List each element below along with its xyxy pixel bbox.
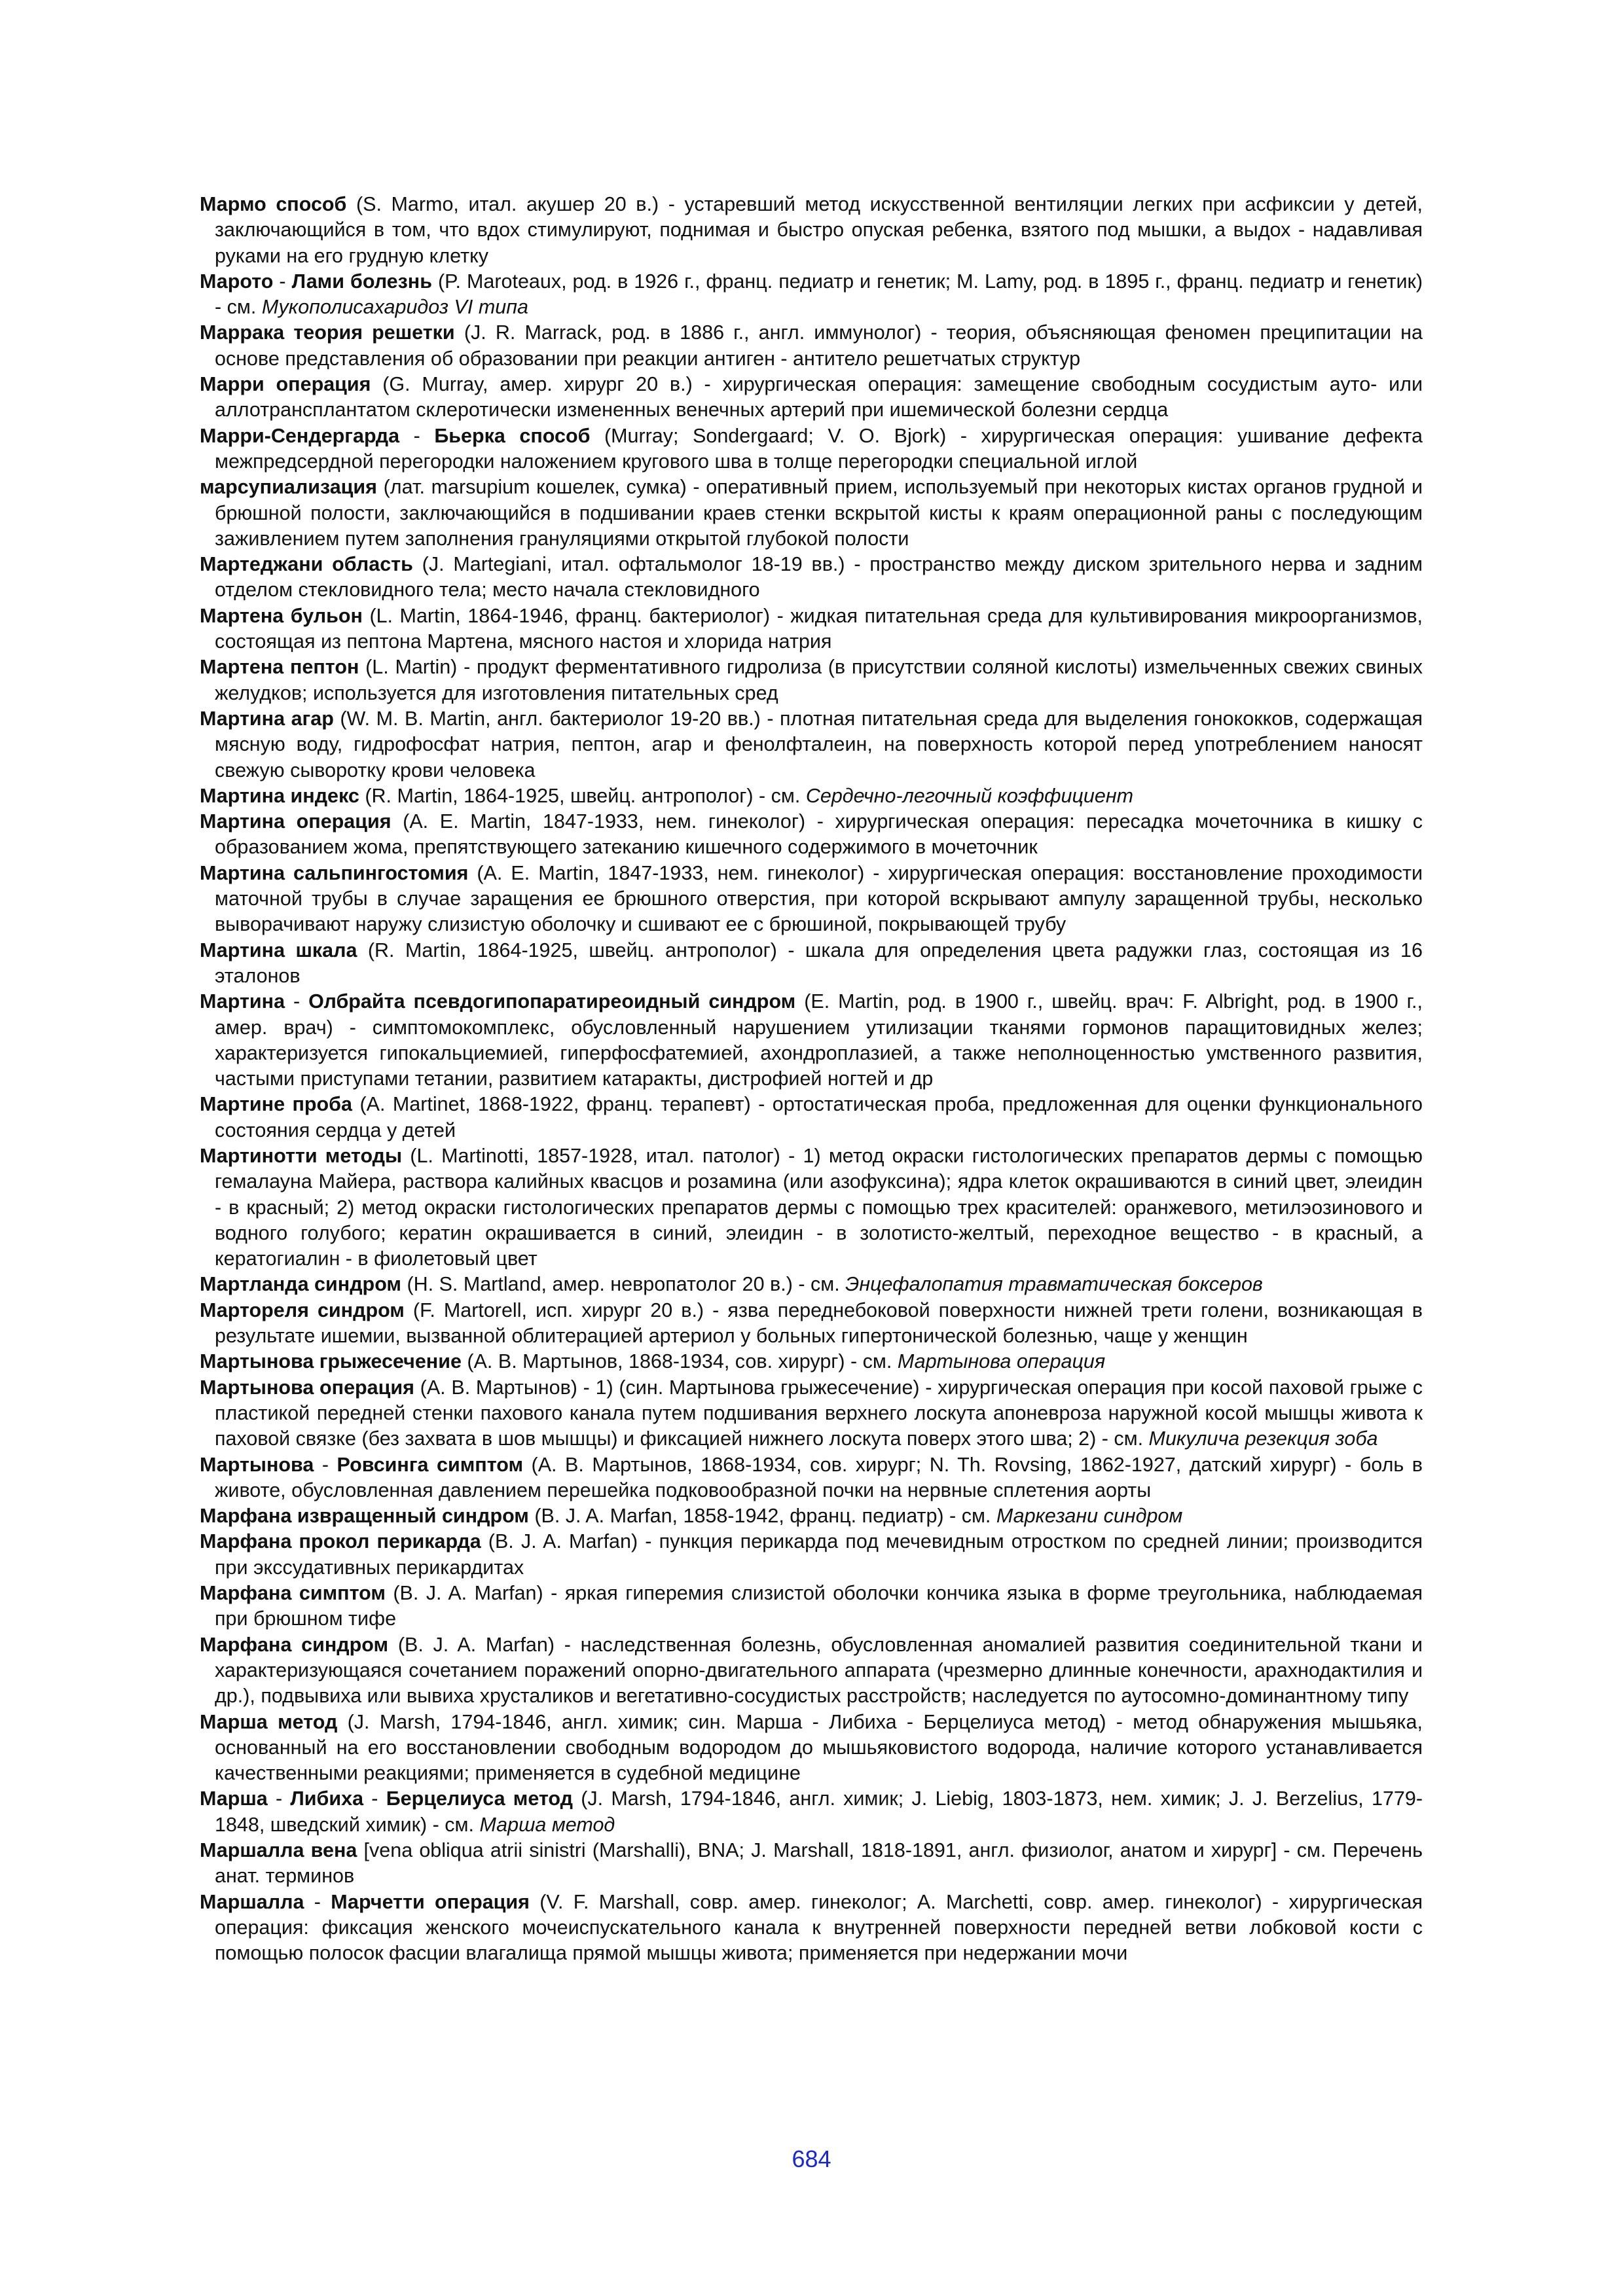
- entry-text: (B. J. A. Marfan) - яркая гиперемия слизистой оболочки кончика языка в форме треугольника, наблюдаемая при брюшном тифе: [215, 1582, 1423, 1630]
- entry-term: Мартина индекс: [200, 784, 359, 807]
- dictionary-entry: [200, 320, 1423, 372]
- entry-term: Мартине проба: [200, 1093, 352, 1116]
- entry-term: Мартина шкала: [200, 939, 357, 961]
- entry-text: (B. J. A. Marfan) - наследственная болезнь, обусловленная аномалией развития соединительной ткани и характеризующаяся сочетанием поражений опорно-двигательного аппарата (чрезмерно длинные конечности, арахнодактилия и др.), подвывиха или вывиха хрусталиков и вегетативно-сосудистых расстройств; наследуется по аутосомно-доминантному типу: [215, 1633, 1423, 1708]
- entry-term: Марри-Сендергарда: [200, 424, 400, 447]
- entry-term: Мартина агар: [200, 707, 334, 730]
- entry-term: Мартена пептон: [200, 656, 359, 679]
- entry-term: Мартина сальпингостомия: [200, 861, 469, 884]
- dictionary-entry: [200, 1375, 1423, 1452]
- dictionary-entry: [200, 1786, 1423, 1838]
- dictionary-entry: [200, 1143, 1423, 1272]
- entry-term: Берцелиуса метод: [386, 1787, 574, 1810]
- entry-term: Марри операция: [200, 373, 371, 396]
- dictionary-entry: [200, 423, 1423, 475]
- entry-term: Мартынова операция: [200, 1376, 414, 1399]
- dictionary-entry: [200, 1529, 1423, 1581]
- entry-cross-reference: Мукополисахаридоз VI типа: [261, 296, 528, 319]
- entry-cross-reference: Сердечно-легочный коэффициент: [805, 784, 1134, 807]
- dictionary-entry: [200, 1838, 1423, 1890]
- entry-cross-reference: Марша метод: [479, 1813, 615, 1836]
- dictionary-entry: [200, 1298, 1423, 1350]
- dictionary-entry: [200, 372, 1423, 423]
- entry-text: (L. Martin, 1864-1946, франц. бактериолог) - жидкая питательная среда для культивирования микроорганизмов, состоящая из пептона Мартена, мясного настоя и хлорида натрия: [215, 604, 1423, 653]
- entry-text: (A. E. Martin, 1847-1933, нем. гинеколог) - хирургическая операция: пересадка мочеточника в кишку с образованием жома, препятствующего затеканию кишечного содержимого в мочеточник: [215, 810, 1423, 859]
- entry-text: (A. E. Martin, 1847-1933, нем. гинеколог) - хирургическая операция: восстановление проходимости маточной трубы в случае заращения ее брюшного отверстия, при которой вскрывают ампулу заращенной трубы, несколько выворачивают наружу слизистую оболочку и сшивают ее с брюшиной, покрывающей трубу: [215, 861, 1423, 936]
- entry-term: Марото: [200, 270, 274, 293]
- entry-text: [vena obliqua atrii sinistri (Marshalli), BNA; J. Marshall, 1818-1891, англ. физиолог, анатом и хирург] - см. Перечень анат. терминов: [215, 1839, 1423, 1888]
- dictionary-entry: [200, 1452, 1423, 1504]
- entry-term: Марша метод: [200, 1710, 338, 1733]
- entry-term: Мартеджани область: [200, 553, 413, 576]
- entry-term: Мартынова грыжесечение: [200, 1350, 462, 1373]
- dictionary-entry: [200, 475, 1423, 552]
- entry-cross-reference: Энцефалопатия травматическая боксеров: [845, 1273, 1263, 1296]
- entry-term: Марфана синдром: [200, 1633, 389, 1656]
- entry-text: (G. Murray, амер. хирург 20 в.) - хирургическая операция: замещение свободным сосудистым ауто- или аллотрансплантатом склеротически измененных венечных артерий при ишемической болезни сердца: [215, 373, 1423, 422]
- entry-text: (R. Martin, 1864-1925, швейц. антрополог) - см.: [359, 784, 806, 807]
- dictionary-entry: [200, 1349, 1423, 1374]
- entry-term: Марфана извращенный синдром: [200, 1505, 529, 1528]
- dictionary-entry: [200, 1092, 1423, 1143]
- entry-term: Мартореля синдром: [200, 1299, 405, 1321]
- page-number: 684: [792, 2145, 831, 2172]
- entry-text: (E. Martin, род. в 1900 г., швейц. врач: F. Albright, род. в 1900 г., амер. врач) - симптомокомплекс, обусловленный нарушением утилизации тканями гормонов паращитовидных желез; характеризуется гипокальциемией, гиперфосфатемией, ахондроплазией, а также неполноценностью умственного развития, частыми приступами тетании, развитием катаракты, дистрофией ногтей и др: [215, 990, 1423, 1090]
- dictionary-entry: [200, 706, 1423, 783]
- entry-term: Бьерка способ: [434, 424, 591, 447]
- dictionary-entry: [200, 603, 1423, 655]
- dictionary-entry: [200, 655, 1423, 706]
- entry-term: Мартина: [200, 990, 285, 1013]
- dictionary-entry: [200, 783, 1423, 809]
- entry-text: (W. M. B. Martin, англ. бактериолог 19-20 вв.) - плотная питательная среда для выделения гонококков, содержащая мясную воду, гидрофосфат натрия, пептон, агар и фенолфталеин, на поверхность которой перед употреблением наносят свежую сыворотку крови человека: [215, 707, 1423, 781]
- entry-term: Маршалла вена: [200, 1839, 357, 1861]
- entry-term: Лами болезнь: [291, 270, 432, 293]
- entry-text: (J. Martegiani, итал. офтальмолог 18-19 вв.) - пространство между диском зрительного нерва и задним отделом стекловидного тела; место начала стекловидного: [215, 553, 1423, 601]
- dictionary-entry: [200, 552, 1423, 603]
- entry-term: Ровсинга симптом: [337, 1453, 524, 1476]
- dictionary-entry: [200, 269, 1423, 321]
- entry-term: Мартынова: [200, 1453, 314, 1476]
- entry-term: Мартланда синдром: [200, 1273, 401, 1296]
- entry-text: (B. J. A. Marfan, 1858-1942, франц. педиатр) - см.: [528, 1505, 996, 1528]
- entry-text: (F. Martorell, исп. хирург 20 в.) - язва переднебоковой поверхности нижней трети голени, возникающая в результате ишемии, вызванной облитерацией артериол у больных гипертонической болезнью, чаще у женщин: [215, 1299, 1423, 1348]
- entry-term: Либиха: [290, 1787, 364, 1810]
- entry-text: (J. R. Marrack, род. в 1886 г., англ. иммунолог) - теория, объясняющая феномен преципитации на основе представления об образовании при реакции антиген - антитело решетчатых структур: [215, 321, 1423, 370]
- dictionary-page: [200, 192, 1423, 1966]
- entry-term: Марфана прокол перикарда: [200, 1530, 481, 1553]
- entry-cross-reference: Мартынова операция: [897, 1350, 1106, 1373]
- entry-text: (P. Maroteaux, род. в 1926 г., франц. педиатр и генетик; M. Lamy, род. в 1895 г., франц. педиатр и генетик) - см.: [215, 270, 1423, 319]
- dictionary-entry: [200, 1890, 1423, 1967]
- entry-term: Мартинотти методы: [200, 1144, 403, 1167]
- entry-term: Марша: [200, 1787, 268, 1810]
- entry-text: (S. Marmo, итал. акушер 20 в.) - устаревший метод искусственной вентиляции легких при асфиксии у детей, заключающийся в том, что вдох стимулируют, поднимая и быстро опуская ребенка, взятого под мышки, а выдох - надавливая руками на его грудную клетку: [215, 193, 1423, 267]
- dictionary-entry: [200, 1503, 1423, 1529]
- entry-text: -: [304, 1890, 331, 1913]
- entry-text: (R. Martin, 1864-1925, швейц. антрополог) - шкала для определения цвета радужки глаз, состоящая из 16 эталонов: [215, 939, 1423, 987]
- dictionary-entry: [200, 861, 1423, 938]
- entry-text: (B. J. A. Marfan) - пункция перикарда под мечевидным отростком по средней линии; производится при экссудативных перикардитах: [215, 1530, 1423, 1579]
- entry-term: Мармо способ: [200, 193, 347, 215]
- entry-term: Мартена бульон: [200, 604, 363, 627]
- dictionary-entry: [200, 809, 1423, 861]
- entry-term: Марракa теория решетки: [200, 321, 455, 344]
- entry-text: (Murray; Sondergaard; V. O. Bjork) - хирургическая операция: ушивание дефекта межпредсердной перегородки наложением кругового шва в толще перегородки специальной иглой: [215, 424, 1423, 473]
- dictionary-entry: [200, 192, 1423, 269]
- entry-text: (H. S. Martland, амер. невропатолог 20 в.) - см.: [401, 1273, 846, 1296]
- dictionary-entry: [200, 989, 1423, 1092]
- entry-text: (J. Marsh, 1794-1846, англ. химик; J. Liebig, 1803-1873, нем. химик; J. J. Berzelius, 1779-1848, шведский химик) - см.: [215, 1787, 1423, 1836]
- entry-text: (А. В. Мартынов, 1868-1934, сов. хирург) - см.: [461, 1350, 898, 1373]
- entry-term: марсупиализация: [200, 476, 377, 499]
- entry-text: (J. Marsh, 1794-1846, англ. химик; син. Марша - Либиха - Берцелиуса метод) - метод обнаружения мышьяка, основанный на его восстановлении свободным водородом до мышьяковистого водорода, наличие которого устанавливается качественными реакциями; применяется в судебной медицине: [215, 1710, 1423, 1785]
- entry-text: (A. Martinet, 1868-1922, франц. терапевт) - ортостатическая проба, предложенная для оценки функционального состояния сердца у детей: [215, 1093, 1423, 1141]
- entry-text: -: [267, 1787, 291, 1810]
- entry-text: (А. В. Мартынов) - 1) (син. Мартынова грыжесечение) - хирургическая операция при косой паховой грыже с пластикой передней стенки пахового канала путем подшивания верхнего лоскута апоневроза наружной косой мышцы живота к паховой связке (без захвата в шов мышцы) и фиксацией нижнего лоскута поверх этого шва; 2) - см.: [215, 1376, 1423, 1450]
- entry-text: (лат. marsupium кошелек, сумка) - оперативный прием, используемый при некоторых кистах органов грудной и брюшной полости, заключающийся в подшивании краев стенки вскрытой кисты к краям операционной раны с последующим заживлением путем заполнения грануляциями открытой глубокой полости: [215, 476, 1423, 550]
- entry-text: (L. Martinotti, 1857-1928, итал. патолог) - 1) метод окраски гистологических препаратов дермы с помощью гемалауна Майера, раствора калийных квасцов и розамина (или азофуксина); ядра клеток окрашиваются в синий цвет, элеидин - в красный; 2) метод окраски гистологических препаратов дермы с помощью трех красителей: оранжевого, метилэозинового и водного голубого; кератин окрашивается в синий, элеидин - в золотисто-желтый, переходное вещество - в красный, а кератогиалин - в фиолетовый цвет: [215, 1144, 1423, 1270]
- dictionary-entry: [200, 1710, 1423, 1787]
- entry-text: (А. В. Мартынов, 1868-1934, сов. хирург; N. Th. Rovsing, 1862-1927, датский хирург) - боль в животе, обусловленная давлением перешейка подковообразной почки на нервные сплетения аорты: [215, 1453, 1423, 1501]
- entry-text: (V. F. Marshall, совр. амер. гинеколог; A. Marchetti, совр. амер. гинеколог) - хирургическая операция: фиксация женского мочеиспускательного канала к внутренней поверхности передней ветви лобковой кости с помощью полосок фасции влагалища прямой мышцы живота; применяется при недержании мочи: [215, 1890, 1423, 1965]
- dictionary-entry: [200, 1581, 1423, 1632]
- entry-text: (L. Martin) - продукт ферментативного гидролиза (в присутствии соляной кислоты) измельченных свежих свиных желудков; используется для изготовления питательных сред: [215, 656, 1423, 704]
- entry-term: Марфана симптом: [200, 1582, 386, 1605]
- entry-text: -: [314, 1453, 337, 1476]
- entry-term: Марчетти операция: [331, 1890, 530, 1913]
- entry-text: -: [363, 1787, 386, 1810]
- entry-term: Маршалла: [200, 1890, 304, 1913]
- entry-cross-reference: Микулича резекция зоба: [1148, 1427, 1378, 1450]
- dictionary-entry: [200, 1272, 1423, 1297]
- dictionary-entry: [200, 1632, 1423, 1710]
- entry-term: Олбрайта псевдогипопаратиреоидный синдром: [308, 990, 796, 1013]
- entry-cross-reference: Маркезани синдром: [996, 1505, 1183, 1528]
- entry-text: -: [399, 424, 435, 447]
- entry-term: Мартина операция: [200, 810, 392, 833]
- dictionary-entry: [200, 938, 1423, 990]
- entry-text: -: [273, 270, 292, 293]
- entry-text: -: [285, 990, 309, 1013]
